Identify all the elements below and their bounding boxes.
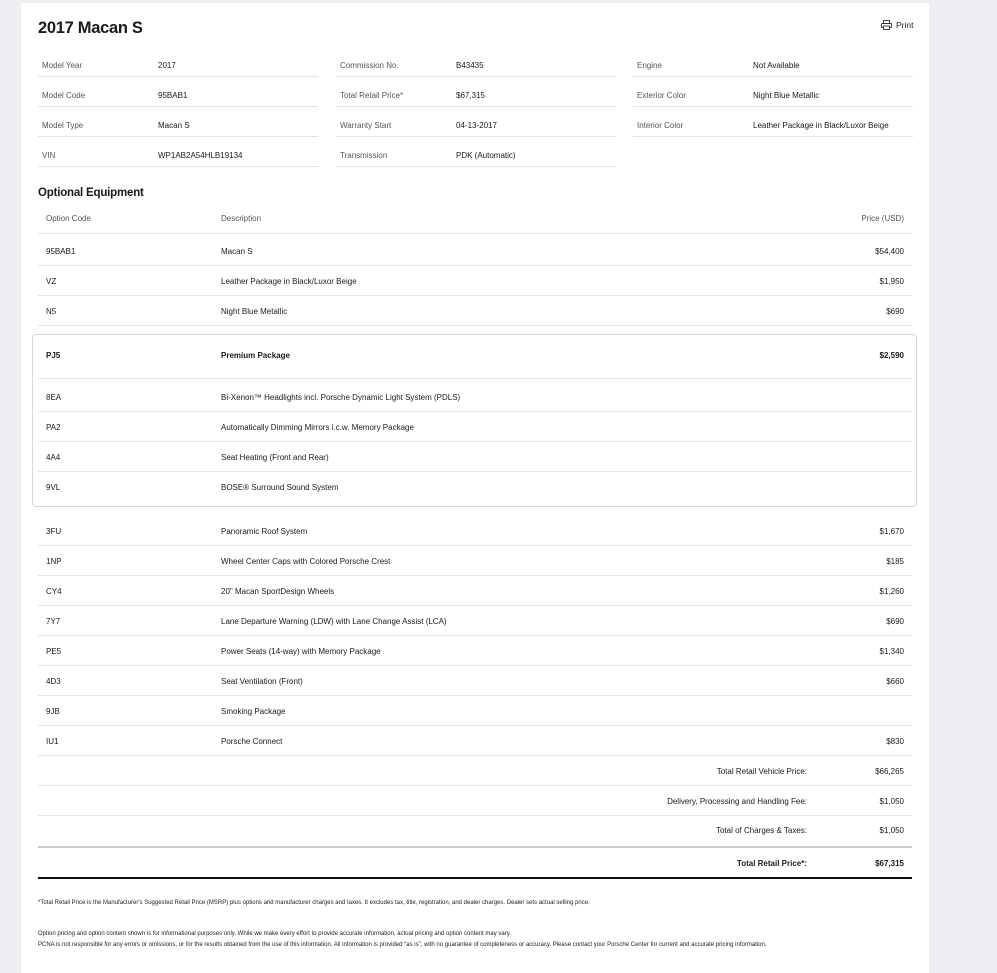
- spec-row-commission-no: [336, 47, 616, 77]
- option-row: [38, 516, 912, 546]
- option-price: $1,670: [879, 527, 904, 536]
- final-total-label: Total Retail Price*:: [736, 859, 807, 868]
- option-row: [38, 266, 912, 296]
- spec-label: Exterior Color: [637, 91, 686, 100]
- total-label: Total Retail Vehicle Price:: [716, 767, 807, 776]
- option-row: [38, 576, 912, 606]
- option-description: Seat Heating (Front and Rear): [221, 453, 329, 462]
- option-row: [38, 606, 912, 636]
- spec-value: $67,315: [456, 91, 485, 100]
- spec-value: Not Available: [753, 61, 800, 70]
- option-row: [38, 666, 912, 696]
- option-price: $1,260: [879, 587, 904, 596]
- spec-value: 2017: [158, 61, 176, 70]
- page-title: 2017 Macan S: [38, 19, 143, 37]
- total-value: $1,050: [879, 797, 904, 806]
- spec-label: Model Code: [42, 91, 86, 100]
- spec-label: Model Type: [42, 121, 84, 130]
- option-description: Smoking Package: [221, 707, 286, 716]
- spec-label: Model Year: [42, 61, 83, 70]
- option-code: PA2: [46, 423, 61, 432]
- header-option-code: Option Code: [46, 214, 91, 223]
- charges-taxes-row: [38, 815, 912, 845]
- option-code: 7Y7: [46, 617, 61, 626]
- package-row: [38, 335, 912, 379]
- option-description: Lane Departure Warning (LDW) with Lane Change Assist (LCA): [221, 617, 447, 626]
- option-price: $2,590: [879, 351, 904, 360]
- spec-label: Warranty Start: [340, 121, 392, 130]
- spec-row-model-code: [38, 77, 318, 107]
- option-code: 95BAB1: [46, 247, 76, 256]
- print-label: Print: [896, 20, 914, 30]
- option-price: $185: [886, 557, 904, 566]
- delivery-fee-row: [38, 786, 912, 816]
- spec-row-model-type: [38, 107, 318, 137]
- option-row: [38, 236, 912, 266]
- option-code: 3FU: [46, 527, 62, 536]
- option-description: Automatically Dimming Mirrors i.c.w. Memory Package: [221, 423, 414, 432]
- option-code: 9JB: [46, 707, 60, 716]
- option-description: Leather Package in Black/Luxor Beige: [221, 277, 357, 286]
- option-code: 4D3: [46, 677, 61, 686]
- package-item-row: [38, 472, 912, 502]
- spec-column-1: [38, 47, 318, 167]
- option-row: [38, 636, 912, 666]
- spec-label: Commission No.: [340, 61, 399, 70]
- package-item-row: [38, 382, 912, 412]
- optional-equipment-header: [38, 209, 912, 234]
- spec-value: Leather Package in Black/Luxor Beige: [753, 121, 889, 130]
- option-description: Wheel Center Caps with Colored Porsche Crest: [221, 557, 391, 566]
- spec-column-3: [633, 47, 913, 137]
- option-code: N5: [46, 307, 57, 316]
- footnote-line: PCNA is not responsible for any errors or omissions, or for the results obtained from the use of this information. All information is provided "as is", with no guarantee of completeness or accuracy. Please contact your Porsche Center for current and accurate pricing information.: [38, 941, 767, 948]
- header-price: Price (USD): [861, 214, 904, 223]
- option-description: Bi-Xenon™ Headlights incl. Porsche Dynamic Light System (PDLS): [221, 393, 461, 402]
- option-price: $1,340: [879, 647, 904, 656]
- total-label: Total of Charges & Taxes:: [715, 826, 807, 835]
- option-row: [38, 696, 912, 726]
- spec-value: PDK (Automatic): [456, 151, 516, 160]
- option-price: $830: [886, 737, 904, 746]
- spec-label: Engine: [637, 61, 662, 70]
- option-description: Porsche Connect: [221, 737, 283, 746]
- option-code: CY4: [46, 587, 62, 596]
- option-description: Macan S: [221, 247, 253, 256]
- option-row: [38, 726, 912, 756]
- total-vehicle-price-row: [38, 756, 912, 786]
- option-code: 9VL: [46, 483, 61, 492]
- spec-value: 04-13-2017: [456, 121, 497, 130]
- option-code: 8EA: [46, 393, 62, 402]
- option-description: Premium Package: [221, 351, 290, 360]
- option-code: VZ: [46, 277, 57, 286]
- spec-label: Interior Color: [637, 121, 684, 130]
- total-retail-price-row: [38, 846, 912, 879]
- optional-equipment-title: Optional Equipment: [38, 187, 144, 199]
- total-value: $66,265: [875, 767, 904, 776]
- option-price: $54,400: [875, 247, 904, 256]
- total-label: Delivery, Processing and Handling Fee:: [667, 797, 807, 806]
- spec-row-warranty-start: [336, 107, 616, 137]
- option-description: Power Seats (14-way) with Memory Package: [221, 647, 381, 656]
- total-value: $1,050: [879, 826, 904, 835]
- option-description: Night Blue Metallic: [221, 307, 288, 316]
- spec-row-engine: [633, 47, 913, 77]
- option-price: $690: [886, 617, 904, 626]
- spec-label: Transmission: [340, 151, 388, 160]
- option-description: 20" Macan SportDesign Wheels: [221, 587, 335, 596]
- option-code: 4A4: [46, 453, 61, 462]
- spec-value: 95BAB1: [158, 91, 188, 100]
- package-item-row: [38, 442, 912, 472]
- spec-value: Macan S: [158, 121, 190, 130]
- spec-row-total-retail-price: [336, 77, 616, 107]
- spec-column-2: [336, 47, 616, 167]
- print-button[interactable]: [881, 20, 913, 30]
- option-description: BOSE® Surround Sound System: [221, 483, 339, 492]
- option-price: $690: [886, 307, 904, 316]
- spec-row-vin: [38, 137, 318, 167]
- option-row: [38, 296, 912, 326]
- option-code: 1NP: [46, 557, 62, 566]
- option-description: Seat Ventilation (Front): [221, 677, 303, 686]
- option-code: PJ5: [46, 351, 61, 360]
- footnote-disclaimer: [38, 929, 918, 950]
- option-price: $660: [886, 677, 904, 686]
- package-item-row: [38, 412, 912, 442]
- option-description: Panoramic Roof System: [221, 527, 308, 536]
- footnote-msrp: *Total Retail Price is the Manufacturer's Suggested Retail Price (MSRP) plus options and manufacturer charges and taxes. It excludes tax, title, registration, and dealer charges. Dealer sets actual selling price.: [38, 900, 590, 906]
- option-price: $1,950: [879, 277, 904, 286]
- vehicle-detail-card: [21, 3, 929, 973]
- spec-row-model-year: [38, 47, 318, 77]
- spec-value: Night Blue Metallic: [753, 91, 820, 100]
- spec-value: WP1AB2A54HLB19134: [158, 151, 243, 160]
- spec-label: VIN: [42, 151, 56, 160]
- spec-row-exterior-color: [633, 77, 913, 107]
- spec-row-interior-color: [633, 107, 913, 137]
- option-code: IU1: [46, 737, 59, 746]
- spec-label: Total Retail Price*: [340, 91, 404, 100]
- final-total-value: $67,315: [875, 859, 904, 868]
- printer-icon: [881, 20, 892, 30]
- option-row: [38, 546, 912, 576]
- footnote-line: Option pricing and option content shown is for informational purposes only. While we make every effort to provide accurate information, actual pricing and option content may vary.: [38, 931, 511, 937]
- spec-row-transmission: [336, 137, 616, 167]
- option-code: PE5: [46, 647, 62, 656]
- header-description: Description: [221, 214, 262, 223]
- spec-value: B43435: [456, 61, 484, 70]
